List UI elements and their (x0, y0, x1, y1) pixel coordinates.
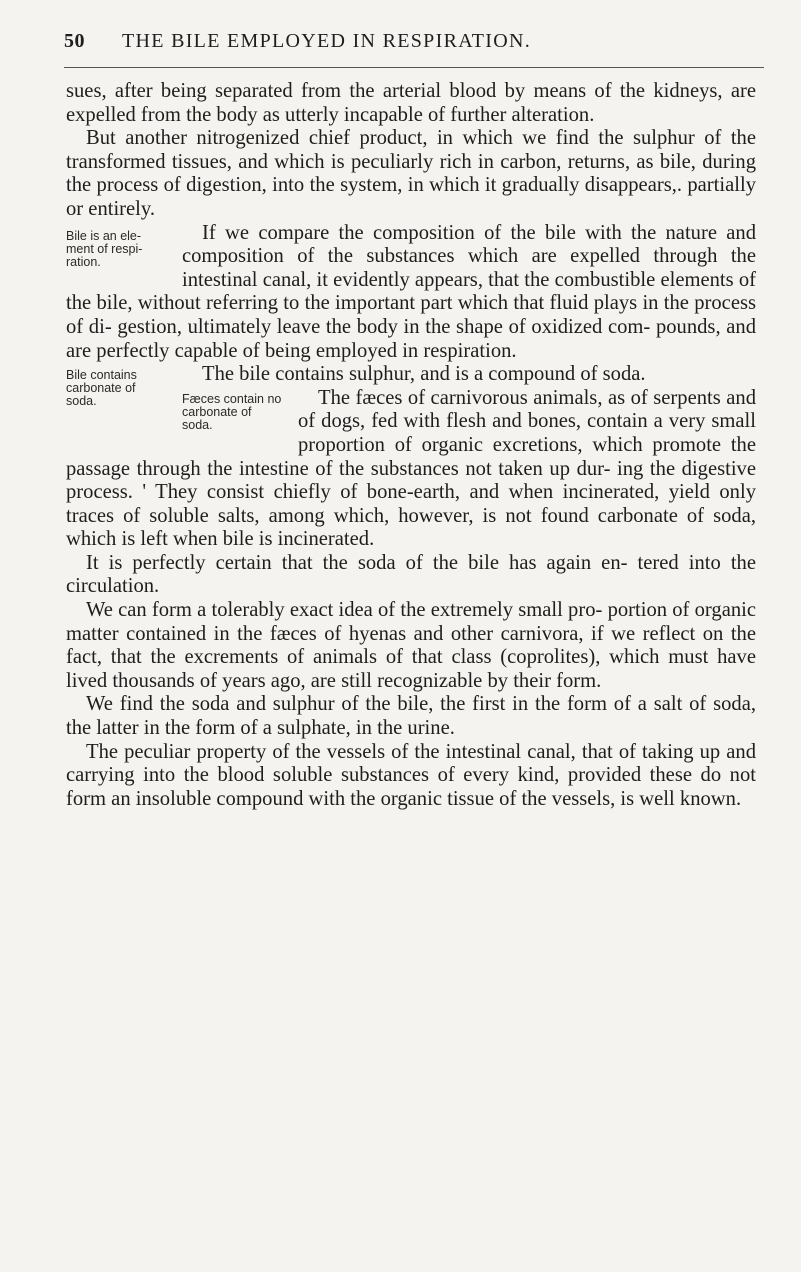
paragraph-5: The fæces of carnivorous animals, as of serpents and of dogs, fed with flesh and bones, contain a very small proportion of organic excretions, which promote the passage through the intestine of the substances not taken up dur- ing the digestive process. ' They consist chiefly of bone-earth, and when incinerated, yield only traces of soluble salts, among which, however, is not found carbonate of soda, which is left when bile is incinerated. (66, 386, 756, 551)
page-header (0, 30, 801, 60)
paragraph-4-block (66, 363, 756, 409)
paragraph-5-block (66, 387, 756, 552)
paragraph-8: We find the soda and sulphur of the bile, the first in the form of a salt of soda, the latter in the form of a sulphate, in the urine. (66, 693, 756, 740)
page-number: 50 (64, 30, 85, 52)
paragraph-2: But another nitrogenized chief product, in which we find the sulphur of the transformed tissues, and which is peculiarly rich in carbon, returns, as bile, during the process of digestion, into the system, in which it gradually disappears,. partially or entirely. (66, 127, 756, 220)
paragraph-1: sues, after being separated from the arterial blood by means of the kidneys, are expelled from the body as utterly incapable of further alteration. (66, 80, 756, 126)
margin-note-bile-carbonate: Bile contains carbonate of soda. (66, 368, 137, 409)
paragraph-4: The bile contains sulphur, and is a compound of soda. (202, 363, 646, 386)
paragraph-9: The peculiar property of the vessels of the intestinal canal, that of taking up and carrying into the blood soluble substances of every kind, provided these do not form an insoluble compound with the organic tissue of the vessels, is well known. (66, 740, 756, 810)
margin-note-bile-respiration: Bile is an ele- ment of respi- ration. (66, 228, 143, 269)
body-text (66, 80, 756, 811)
paragraph-7: We can form a tolerably exact idea of the extremely small pro- portion of organic matter contained in the fæces of hyenas and other carnivora, if we reflect on the fact, that the excrements of animals of that class (coprolites), which must have lived thousands of years ago, are still recognizable by their form. (66, 599, 756, 692)
header-rule (64, 67, 764, 68)
running-title: THE BILE EMPLOYED IN RESPIRATION. (122, 30, 531, 52)
paragraph-6: It is perfectly certain that the soda of the bile has again en- tered into the circulation. (66, 551, 756, 598)
margin-note-faeces: Fæces contain no carbonate of soda. (182, 391, 282, 432)
paragraph-3-block (66, 222, 756, 364)
paragraph-3: If we compare the composition of the bile with the nature and composition of the substances which are expelled through the intestinal canal, it evidently appears, that the combustible elements of the bile, without referring to the important part which that fluid plays in the process of di- gestion, ultimately leave the body in the shape of oxidized com- pounds, and are perfectly capable of being employed in respiration. (66, 221, 756, 362)
